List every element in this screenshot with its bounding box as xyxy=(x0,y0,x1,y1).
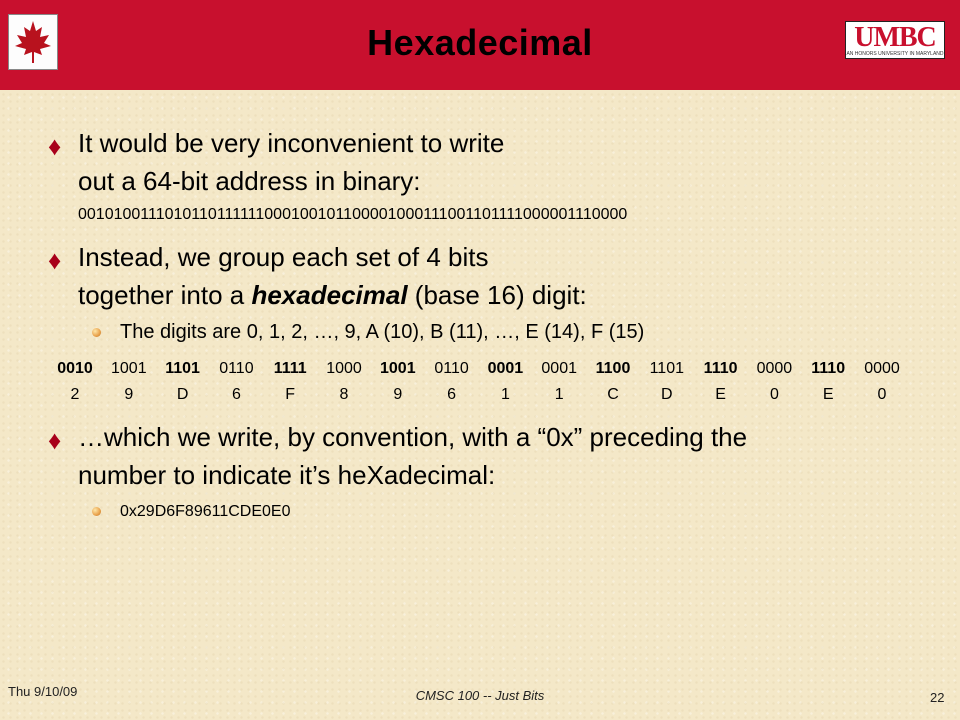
diamond-bullet-icon: ♦ xyxy=(48,245,62,275)
hex-digit: C xyxy=(607,386,619,403)
hex-digit: 0 xyxy=(769,386,779,403)
hexadecimal-term: hexadecimal xyxy=(251,280,408,310)
hex-digit: 6 xyxy=(231,386,241,403)
round-bullet-icon xyxy=(92,507,101,516)
nibble-group: 1110 xyxy=(703,360,738,377)
hex-digit: E xyxy=(822,386,834,403)
slide-title: Hexadecimal xyxy=(367,22,593,63)
title-bar xyxy=(0,0,960,90)
bullet-3-line-1: …which we write, by convention, with a “0x” preceding the xyxy=(78,422,748,452)
hex-digit: 1 xyxy=(554,386,564,403)
nibble-group: 0000 xyxy=(864,360,900,377)
round-bullet-icon xyxy=(92,328,101,337)
bullet-2-line-1: Instead, we group each set of 4 bits xyxy=(78,242,489,272)
nibble-group: 0010 xyxy=(57,360,93,377)
bullet-1-line-2: out a 64-bit address in binary: xyxy=(78,166,421,196)
nibble-group: 0110 xyxy=(434,360,469,377)
hex-digit: 0 xyxy=(877,386,887,403)
nibble-group: 1001 xyxy=(111,360,147,377)
diamond-bullet-icon: ♦ xyxy=(48,131,62,161)
hex-digit: 9 xyxy=(393,386,403,403)
hex-digit: D xyxy=(176,386,189,403)
footer-date: Thu 9/10/09 xyxy=(8,684,78,699)
bullet-3-line-2: number to indicate it’s heXadecimal: xyxy=(78,460,496,490)
nibble-group: 0000 xyxy=(756,360,793,377)
hex-digit: F xyxy=(285,386,296,403)
page-number: 22 xyxy=(930,690,945,705)
binary-address: 0010100111010110111111000100101100001000111001101111000001110000 xyxy=(78,206,628,223)
bullet-2-line-2: together into a hexadecimal (base 16) digit: xyxy=(78,280,587,310)
nibble-group: 0001 xyxy=(541,360,577,377)
nibble-group: 1101 xyxy=(165,360,200,377)
nibble-group: 1001 xyxy=(380,360,416,377)
nibble-group: 1101 xyxy=(649,360,684,377)
hex-digit: 8 xyxy=(339,386,349,403)
nibble-group: 1100 xyxy=(595,360,631,377)
nibble-group: 0001 xyxy=(487,360,524,377)
diamond-bullet-icon: ♦ xyxy=(48,425,62,455)
nibble-group: 1110 xyxy=(811,360,846,377)
hex-digit: 1 xyxy=(500,386,510,403)
bullet-1-line-1: It would be very inconvenient to write xyxy=(78,128,505,158)
nibble-group: 0110 xyxy=(219,360,254,377)
footer-course: CMSC 100 -- Just Bits xyxy=(415,688,545,703)
hex-digit: D xyxy=(661,386,673,403)
nibble-group: 1111 xyxy=(273,360,307,377)
hex-digit: 2 xyxy=(70,386,80,403)
umbc-logo: UMBC AN HONORS UNIVERSITY IN MARYLAND xyxy=(846,22,944,57)
bullet-2-sub: The digits are 0, 1, 2, …, 9, A (10), B (11), …, E (14), F (15) xyxy=(120,321,645,343)
hex-digit: 9 xyxy=(124,386,134,403)
nibble-group: 1000 xyxy=(326,360,362,377)
hex-value: 0x29D6F89611CDE0E0 xyxy=(120,503,291,520)
hex-digit: E xyxy=(715,386,726,403)
hex-digit: 6 xyxy=(447,386,457,403)
